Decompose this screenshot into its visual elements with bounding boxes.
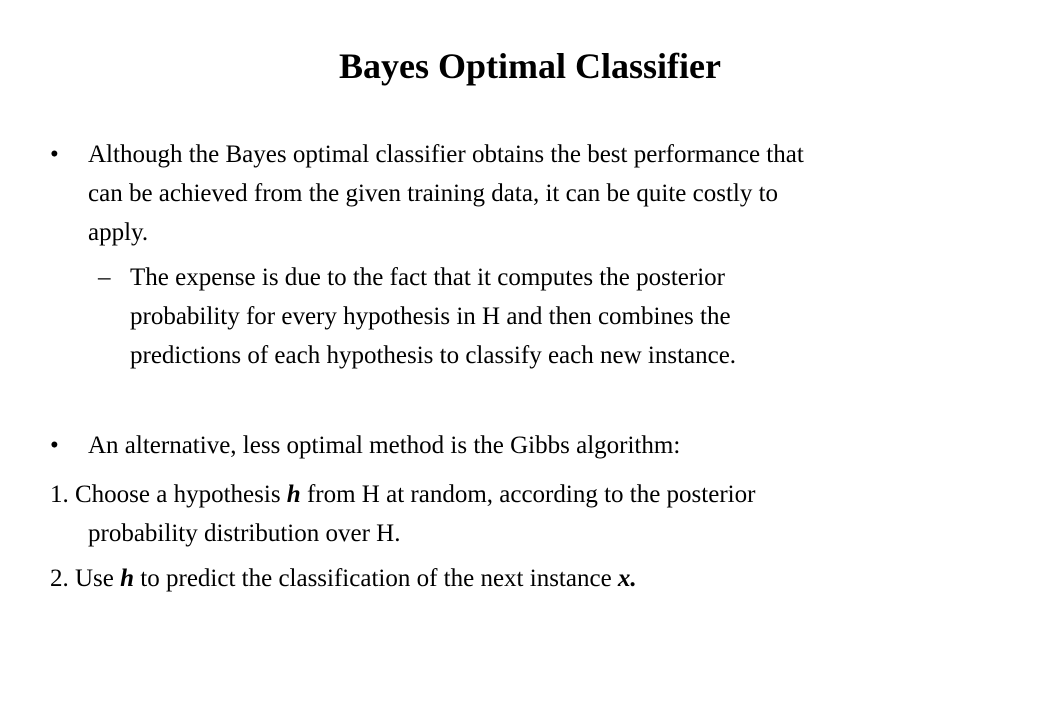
step1-line2: probability distribution over H. bbox=[88, 520, 401, 547]
step1-suffix: from H at random, according to the posterior bbox=[300, 481, 756, 508]
bullet1-line3: apply. bbox=[88, 219, 149, 246]
bullet1-line2: can be achieved from the given training data, it can be quite costly to bbox=[88, 180, 779, 207]
bullet1-line1: Although the Bayes optimal classifier obtains the best performance that bbox=[88, 141, 804, 168]
sub1-line1: The expense is due to the fact that it computes the posterior bbox=[130, 264, 725, 291]
variable-h: h bbox=[286, 481, 301, 508]
step2-line bbox=[50, 564, 637, 594]
slide-title: Bayes Optimal Classifier bbox=[339, 46, 721, 86]
bullet2-line: An alternative, less optimal method is the Gibbs algorithm: bbox=[88, 432, 681, 459]
variable-h: h bbox=[120, 565, 135, 592]
step2-middle: to predict the classification of the next instance bbox=[134, 565, 618, 592]
sub1-line3: predictions of each hypothesis to classify each new instance. bbox=[130, 342, 737, 369]
variable-x: x. bbox=[617, 565, 637, 592]
step1-prefix: 1. Choose a hypothesis bbox=[50, 481, 287, 508]
step1-line1 bbox=[50, 480, 755, 510]
step2-prefix: 2. Use bbox=[50, 565, 121, 592]
dash-marker: – bbox=[98, 264, 111, 291]
sub1-line2: probability for every hypothesis in H and then combines the bbox=[130, 303, 731, 330]
bullet-marker: • bbox=[50, 141, 59, 168]
bullet-marker: • bbox=[50, 432, 59, 459]
